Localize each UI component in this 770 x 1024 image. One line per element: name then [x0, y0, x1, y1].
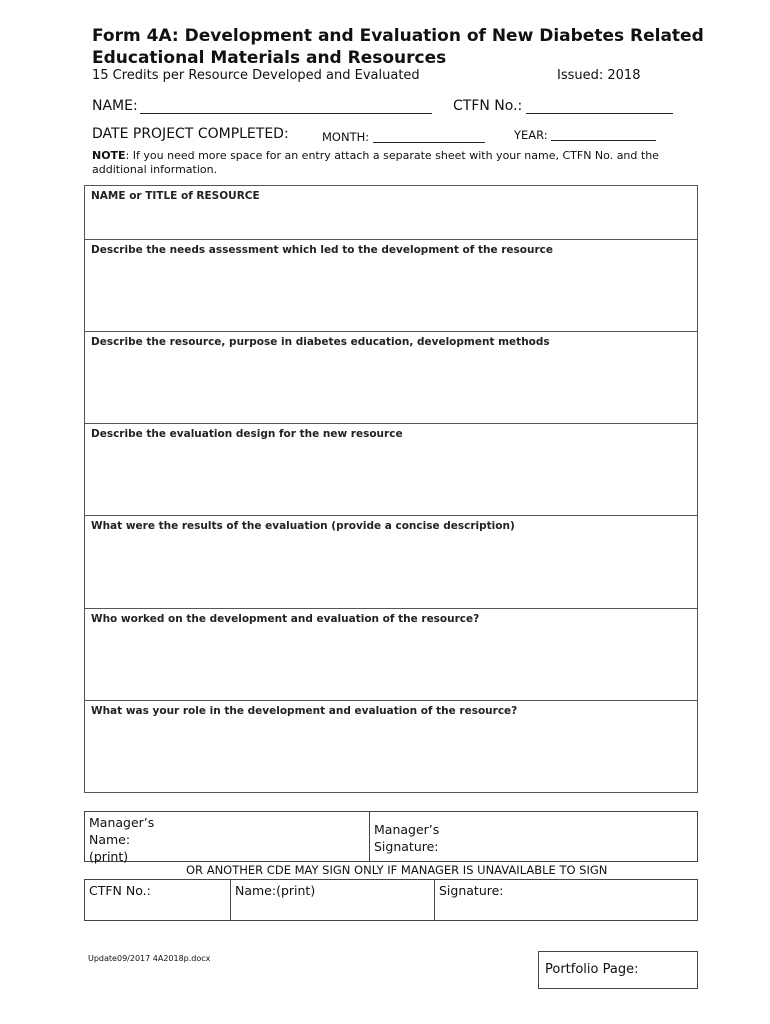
section-label: What were the results of the evaluation (provide a concise description) [91, 520, 515, 532]
section-label: Who worked on the development and evaluation of the resource? [91, 613, 480, 625]
manager-signoff-table [84, 811, 698, 862]
portfolio-page-box[interactable] [538, 951, 698, 989]
alternate-signer-note: OR ANOTHER CDE MAY SIGN ONLY IF MANAGER IS UNAVAILABLE TO SIGN [186, 863, 608, 877]
cde-signoff-table [84, 879, 698, 921]
form-title-line2: Educational Materials and Resources [92, 48, 447, 68]
note-body: : If you need more space for an entry attach a separate sheet with your name, CTFN No. and the additional information. [92, 149, 659, 176]
issued-date: Issued: 2018 [557, 68, 641, 83]
note-text [92, 149, 692, 177]
manager-signature-label-2: Signature: [374, 839, 439, 854]
ctfn-field[interactable] [526, 113, 673, 114]
cde-name-label: Name:(print) [235, 883, 316, 898]
ctfn-label: CTFN No.: [453, 98, 523, 114]
section-contributors[interactable] [84, 609, 698, 701]
credits-subtitle: 15 Credits per Resource Developed and Evaluated [92, 68, 420, 83]
date-completed-label: DATE PROJECT COMPLETED: [92, 126, 289, 142]
name-label: NAME: [92, 98, 138, 114]
section-evaluation-design[interactable] [84, 424, 698, 516]
section-your-role[interactable] [84, 701, 698, 793]
document-footer: Update09/2017 4A2018p.docx [88, 954, 211, 963]
cde-ctfn-cell[interactable] [85, 880, 231, 920]
section-resource-description[interactable] [84, 332, 698, 424]
section-label: NAME or TITLE of RESOURCE [91, 190, 260, 202]
note-prefix: NOTE [92, 149, 126, 162]
section-label: Describe the resource, purpose in diabetes education, development methods [91, 336, 550, 348]
name-field[interactable] [140, 113, 432, 114]
month-field[interactable] [373, 142, 485, 143]
manager-name-label-2: Name: [89, 832, 131, 847]
section-label: Describe the evaluation design for the new resource [91, 428, 403, 440]
cde-signature-label: Signature: [439, 883, 504, 898]
manager-signature-cell[interactable] [370, 812, 697, 861]
portfolio-page-label: Portfolio Page: [545, 962, 639, 977]
section-resource-title[interactable] [84, 185, 698, 240]
form-title [92, 25, 704, 69]
manager-name-cell[interactable] [85, 812, 370, 864]
manager-signature-label-1: Manager’s [374, 822, 440, 837]
month-label: MONTH: [322, 130, 370, 144]
cde-name-cell[interactable] [231, 880, 435, 920]
cde-signature-cell[interactable] [435, 880, 697, 920]
cde-ctfn-label: CTFN No.: [89, 883, 151, 898]
year-field[interactable] [551, 140, 656, 141]
section-needs-assessment[interactable] [84, 240, 698, 332]
section-label: Describe the needs assessment which led to the development of the resource [91, 244, 554, 256]
manager-name-label-3: (print) [89, 849, 129, 864]
form-title-line1: Form 4A: Development and Evaluation of New Diabetes Related [92, 26, 704, 46]
section-label: What was your role in the development and evaluation of the resource? [91, 705, 518, 717]
section-evaluation-results[interactable] [84, 516, 698, 609]
year-label: YEAR: [514, 128, 548, 142]
manager-name-label-1: Manager’s [89, 815, 155, 830]
